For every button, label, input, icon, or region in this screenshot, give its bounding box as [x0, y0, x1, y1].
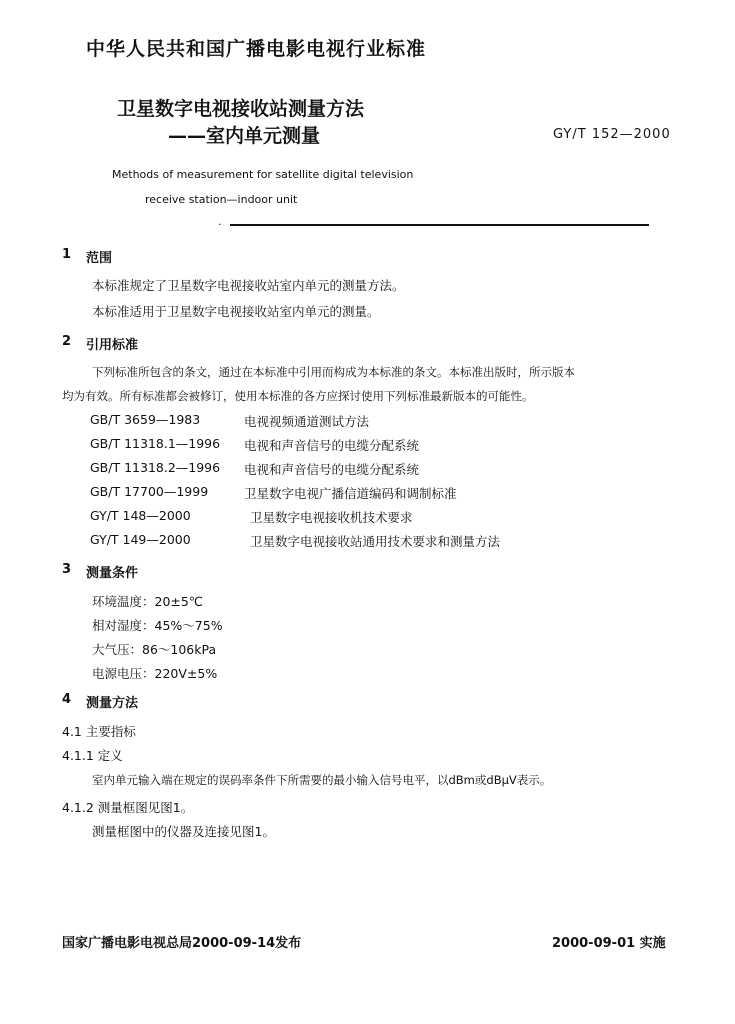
scope-line-1: 本标准规定了卫星数字电视接收站室内单元的测量方法。	[92, 278, 405, 293]
section-1-number: 1	[62, 247, 72, 262]
ref-code: GY/T 149—2000	[90, 532, 191, 547]
subsection-4-1-2: 4.1.2 测量框图见图1。	[62, 800, 194, 815]
condition-item: 相对湿度：45%～75%	[92, 618, 223, 633]
scope-line-2: 本标准适用于卫星数字电视接收站室内单元的测量。	[92, 304, 380, 319]
ref-title: 电视和声音信号的电缆分配系统	[244, 438, 420, 453]
ref-code: GB/T 11318.2—1996	[90, 460, 221, 475]
section-3-number: 3	[62, 562, 72, 577]
ref-title: 电视和声音信号的电缆分配系统	[244, 462, 420, 477]
section-3-heading: 测量条件	[86, 566, 139, 581]
title-line-1: 卫星数字电视接收站测量方法	[117, 98, 365, 120]
section-1-heading: 范围	[86, 251, 113, 266]
ref-code: GB/T 17700—1999	[90, 484, 209, 499]
title-line-2: ——室内单元测量	[168, 125, 321, 147]
ref-title: 卫星数字电视广播信道编码和调制标准	[244, 486, 457, 501]
english-title-line-2: receive station—indoor unit	[145, 193, 298, 206]
ref-title: 电视视频通道测试方法	[244, 414, 370, 429]
condition-item: 电源电压：220V±5%	[92, 666, 218, 681]
footer-implemented: 2000-09-01 实施	[552, 936, 666, 951]
section-2-heading: 引用标准	[86, 338, 139, 353]
section-4-heading: 测量方法	[86, 696, 139, 711]
title-rule	[230, 224, 649, 226]
ref-code: GY/T 148—2000	[90, 508, 191, 523]
ref-intro-line-1: 下列标准所包含的条文，通过在本标准中引用而构成为本标准的条文。本标准出版时，所示版本	[92, 365, 575, 379]
condition-item: 大气压：86～106kPa	[92, 642, 217, 657]
ref-code: GB/T 11318.1—1996	[90, 436, 221, 451]
section-2-number: 2	[62, 334, 72, 349]
ref-intro-line-2: 均为有效。所有标准都会被修订，使用本标准的各方应探讨使用下列标准最新版本的可能性。	[62, 389, 534, 403]
standard-code: GY/T 152—2000	[553, 127, 671, 142]
footer-issued: 国家广播电影电视总局2000-09-14发布	[62, 936, 302, 951]
condition-item: 环境温度：20±5℃	[92, 594, 203, 609]
ref-title: 卫星数字电视接收站通用技术要求和测量方法	[250, 534, 501, 549]
definition-text: 室内单元输入端在规定的误码率条件下所需要的最小输入信号电平，以dBm或dBμV表示。	[92, 773, 552, 787]
section-4-number: 4	[62, 692, 72, 707]
figure-text: 测量框图中的仪器及连接见图1。	[92, 824, 275, 839]
rule-dot: ·	[218, 218, 222, 231]
ref-code: GB/T 3659—1983	[90, 412, 201, 427]
ref-title: 卫星数字电视接收机技术要求	[250, 510, 413, 525]
subsection-4-1-1: 4.1.1 定义	[62, 748, 123, 763]
standard-header: 中华人民共和国广播电影电视行业标准	[86, 38, 427, 60]
subsection-4-1: 4.1 主要指标	[62, 724, 136, 739]
english-title-line-1: Methods of measurement for satellite digital television	[112, 168, 414, 181]
